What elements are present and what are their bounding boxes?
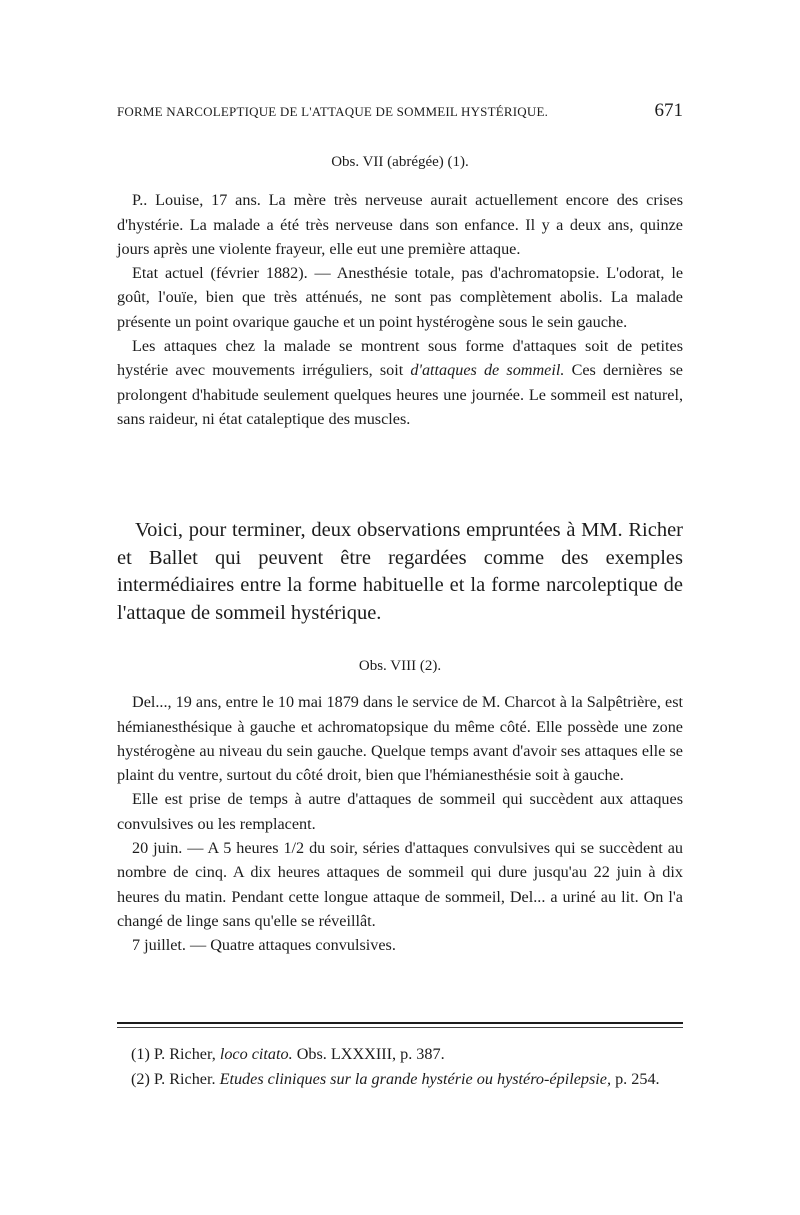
footnote-rule xyxy=(117,1022,683,1024)
observation-7 xyxy=(117,150,683,431)
running-header xyxy=(117,100,683,122)
obs8-paragraph-2: Elle est prise de temps à autre d'attaques de sommeil qui succèdent aux attaques convulsives ou les remplacent. xyxy=(117,790,683,833)
observation-8-heading: Obs. VIII (2). xyxy=(358,658,442,674)
footnote-rule-thin xyxy=(117,1027,683,1028)
obs7-paragraph-3 xyxy=(117,334,683,431)
intro-paragraph xyxy=(117,517,683,627)
intro-text: Voici, pour terminer, deux observations empruntées à MM. Richer et Ballet qui peuvent être regardées comme des exemples intermédiaires entre la forme habituelle et la forme narcoleptique de l'attaque de sommeil hystérique. xyxy=(117,519,683,624)
obs8-paragraph-1: Del..., 19 ans, entre le 10 mai 1879 dans le service de M. Charcot à la Salpêtrière, est hémianesthésique à gauche et achromatopsique du même côté. Elle possède une zone hystérogène au niveau du sein gauche. Quelque temps avant d'avoir ses attaques elle se plaint du ventre, surtout du côté droit, bien que l'hémianesthésie soit à gauche. xyxy=(117,693,683,785)
footnote-1-italic: loco citato. xyxy=(219,1045,293,1063)
obs7-p3-text-a: Les attaques chez la malade se montrent sous forme d'attaques soit de petites hystérie avec mouvements irréguliers, soit xyxy=(117,337,683,380)
footnote-2 xyxy=(117,1067,683,1092)
running-title: FORME NARCOLEPTIQUE DE L'ATTAQUE DE SOMMEIL HYSTÉRIQUE. xyxy=(117,104,549,119)
obs8-paragraph-3: 20 juin. — A 5 heures 1/2 du soir, séries d'attaques convulsives qui se succèdent au nombre de cinq. A dix heures attaques de sommeil qui dure jusqu'au 22 juin à dix heures du matin. Pendant cette longue attaque de sommeil, Del... a uriné au lit. On l'a changé de linge sans qu'elle se réveillât. xyxy=(117,839,683,930)
footnote-1-prefix: (1) P. Richer, xyxy=(131,1045,220,1063)
obs7-paragraph-2: Etat actuel (février 1882). — Anesthésie totale, pas d'achromatopsie. L'odorat, le goût, l'ouïe, bien que très atténués, ne sont pas complètement abolis. La malade présente un point ovarique gauche et un point hystérogène sous le sein gauche. xyxy=(117,264,683,331)
obs7-p3-italic: d'attaques de sommeil. xyxy=(410,361,565,380)
obs7-paragraph-1: P.. Louise, 17 ans. La mère très nerveuse aurait actuellement encore des crises d'hystérie. La malade a été très nerveuse dans son enfance. Il y a deux ans, quinze jours après une violente frayeur, elle eut une première attaque. xyxy=(117,191,683,258)
observation-7-heading: Obs. VII (abrégée) (1). xyxy=(331,154,469,170)
footnote-1 xyxy=(117,1042,683,1067)
footnote-2-italic: Etudes cliniques sur la grande hystérie ou hystéro-épilepsie, xyxy=(219,1070,612,1088)
page-number: 671 xyxy=(654,100,683,121)
obs8-paragraph-4: 7 juillet. — Quatre attaques convulsives. xyxy=(132,936,396,955)
footnotes xyxy=(117,1042,683,1092)
obs7-p3-text-b: Ces dernières se prolongent d'habitude seulement quelques heures une journée. Le sommeil est naturel, sans raideur, ni état cataleptique des muscles. xyxy=(117,361,683,428)
footnote-2-suffix: p. 254. xyxy=(611,1070,660,1088)
footnote-2-prefix: (2) P. Richer. xyxy=(131,1070,220,1088)
footnote-1-suffix: Obs. LXXXIII, p. 387. xyxy=(292,1045,445,1063)
observation-8 xyxy=(117,654,683,958)
